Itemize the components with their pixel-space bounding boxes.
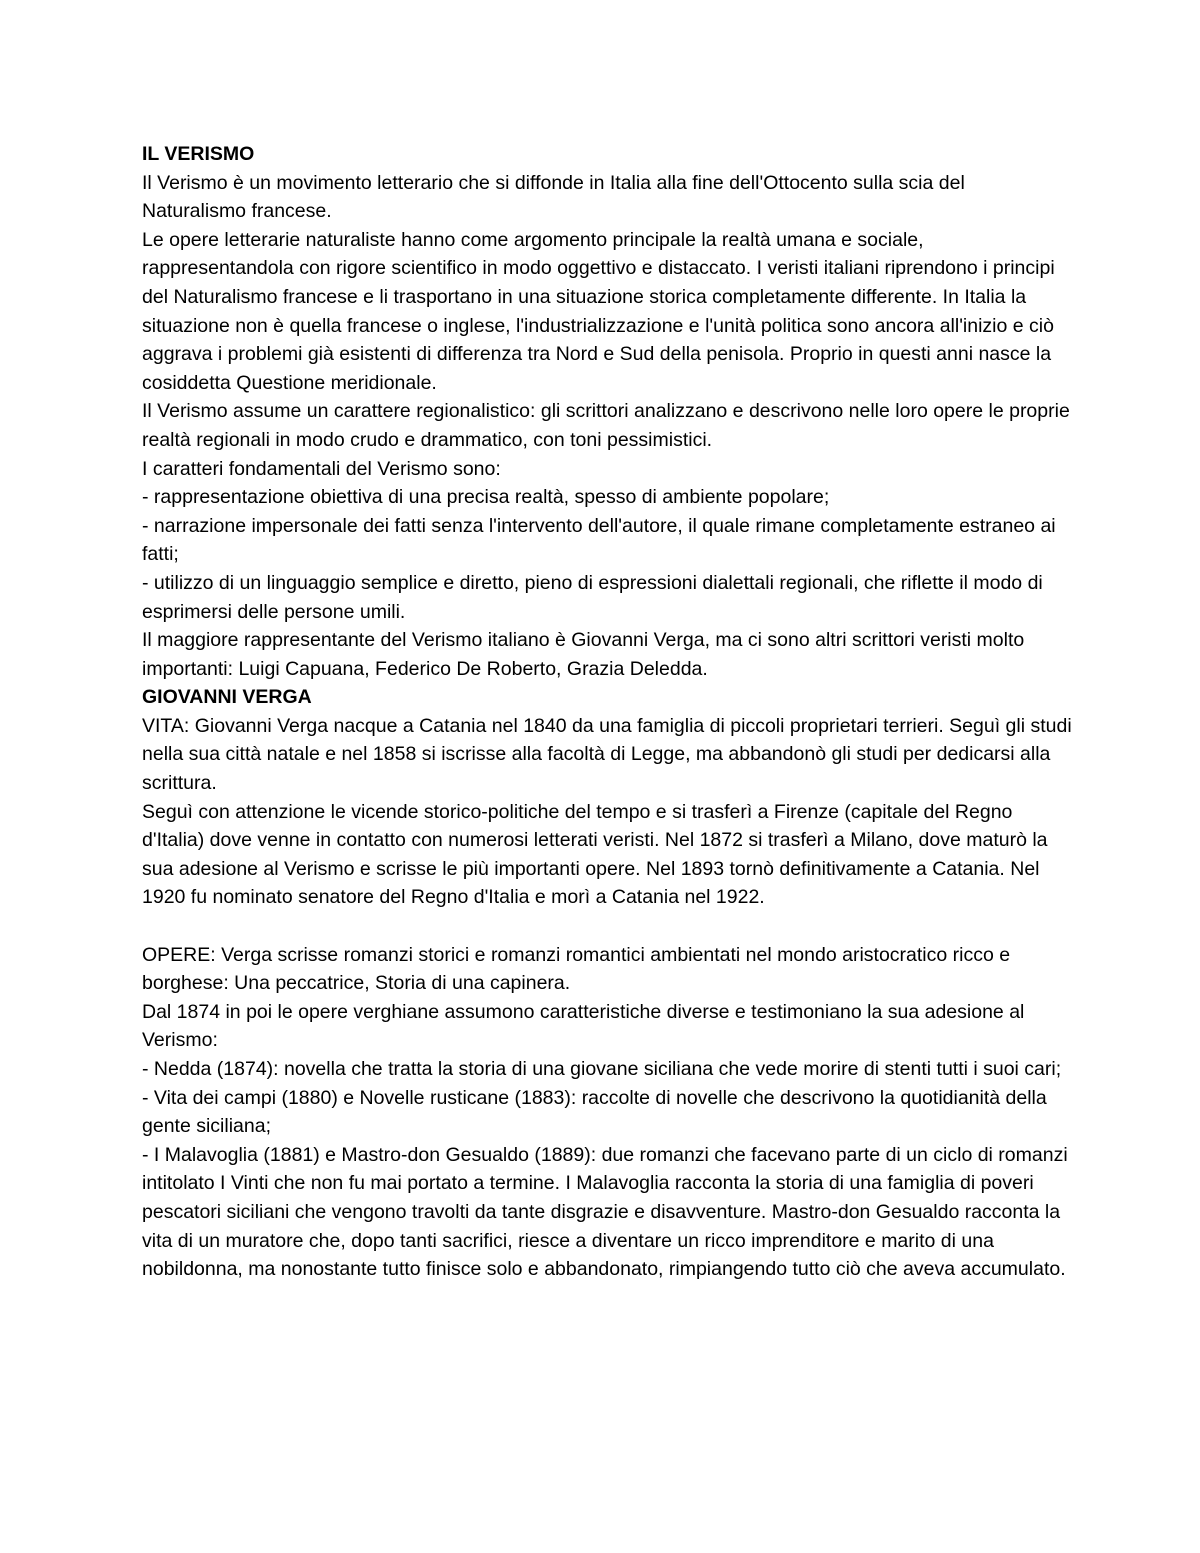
- paragraph: Il maggiore rappresentante del Verismo italiano è Giovanni Verga, ma ci sono altri scrittori veristi molto importanti: Luigi Capuana, Federico De Roberto, Grazia Deledda.: [142, 629, 1025, 680]
- list-item: - rappresentazione obiettiva di una precisa realtà, spesso di ambiente popolare;: [142, 486, 830, 509]
- blank-line: [142, 912, 1072, 941]
- paragraph: I caratteri fondamentali del Verismo sono:: [142, 457, 501, 480]
- paragraph-opere: OPERE: Verga scrisse romanzi storici e romanzi romantici ambientati nel mondo aristocratico ricco e borghese: Una peccatrice, Storia di una capinera.: [142, 943, 1011, 995]
- paragraph: Le opere letterarie naturaliste hanno come argomento principale la realtà umana e sociale, rappresentandola con rigore scientifico in modo oggettivo e distaccato. I veristi italiani riprendono i principi del Naturalismo francese e li trasportano in una situazione storica completamente differente. In Italia la situazione non è quella francese o inglese, l'industrializzazione e l'unità politica sono ancora all'inizio e ciò aggrava i problemi già esistenti di differenza tra Nord e Sud della penisola. Proprio in questi anni nasce la cosiddetta Questione meridionale.: [142, 228, 1055, 394]
- section-heading-verga: GIOVANNI VERGA: [142, 686, 312, 709]
- paragraph: Seguì con attenzione le vicende storico-politiche del tempo e si trasferì a Firenze (capitale del Regno d'Italia) dove venne in contatto con numerosi letterati veristi. Nel 1872 si trasferì a Milano, dove maturò la sua adesione al Verismo e scrisse le più importanti opere. Nel 1893 tornò definitivamente a Catania. Nel 1920 fu nominato senatore del Regno d'Italia e morì a Catania nel 1922.: [142, 800, 1048, 909]
- list-item: - I Malavoglia (1881) e Mastro-don Gesualdo (1889): due romanzi che facevano parte di un ciclo di romanzi intitolato I Vinti che non fu mai portato a termine. I Malavoglia racconta la storia di una famiglia di poveri pescatori siciliani che vengono travolti da tante disgrazie e disavventure. Mastro-don Gesualdo racconta la vita di un muratore che, dopo tanti sacrifici, riesce a diventare un ricco imprenditore e marito di una nobildonna, ma nonostante tutto finisce solo e abbandonato, rimpiangendo tutto ciò che aveva accumulato.: [142, 1143, 1068, 1281]
- list-item: - narrazione impersonale dei fatti senza l'intervento dell'autore, il quale rimane completamente estraneo ai fatti;: [142, 514, 1056, 566]
- list-item: - utilizzo di un linguaggio semplice e diretto, pieno di espressioni dialettali regionali, che riflette il modo di esprimersi delle persone umili.: [142, 571, 1043, 623]
- paragraph: Il Verismo assume un carattere regionalistico: gli scrittori analizzano e descrivono nelle loro opere le proprie realtà regionali in modo crudo e drammatico, con toni pessimistici.: [142, 400, 1070, 451]
- section-heading-verismo: IL VERISMO: [142, 143, 255, 165]
- list-item: - Nedda (1874): novella che tratta la storia di una giovane siciliana che vede morire di stenti tutti i suoi cari;: [142, 1058, 1062, 1080]
- paragraph: Dal 1874 in poi le opere verghiane assumono caratteristiche diverse e testimoniano la sua adesione al Verismo:: [142, 1000, 1025, 1052]
- list-item: - Vita dei campi (1880) e Novelle rusticane (1883): raccolte di novelle che descrivono la quotidianità della gente siciliana;: [142, 1086, 1047, 1138]
- document-page: [142, 140, 1072, 1284]
- paragraph-vita: VITA: Giovanni Verga nacque a Catania nel 1840 da una famiglia di piccoli proprietari terrieri. Seguì gli studi nella sua città natale e nel 1858 si iscrisse alla facoltà di Legge, ma abbandonò gli studi per dedicarsi alla scrittura.: [142, 714, 1072, 795]
- paragraph: Il Verismo è un movimento letterario che si diffonde in Italia alla fine dell'Ottocento sulla scia del Naturalismo francese.: [142, 171, 965, 223]
